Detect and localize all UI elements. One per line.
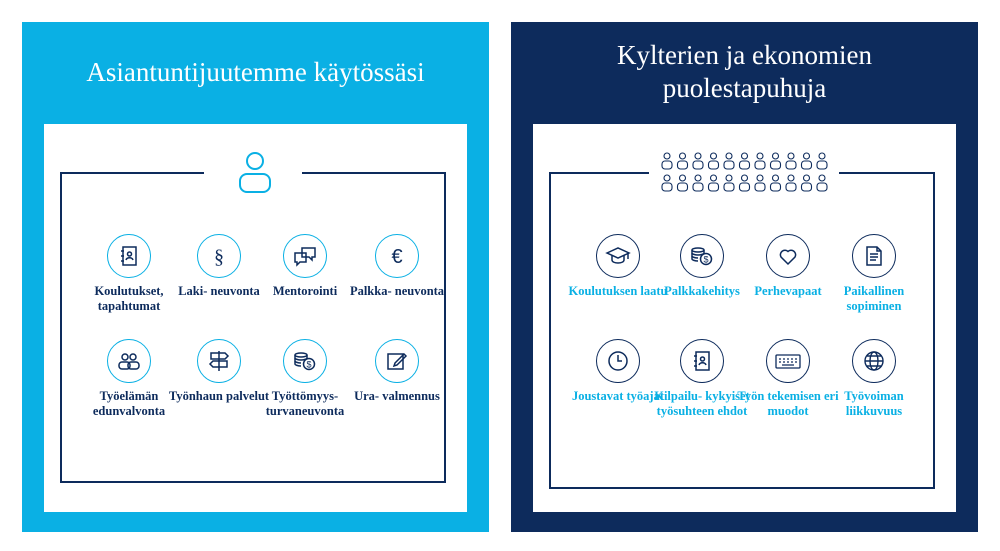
- address-book-icon: [680, 339, 724, 383]
- left-inner-box: [44, 124, 467, 512]
- frame-line: [549, 172, 551, 488]
- frame-line: [549, 487, 935, 489]
- section-sign-icon: [197, 234, 241, 278]
- document-icon: [852, 234, 896, 278]
- item-label: Työelämän edunvalvonta: [92, 389, 166, 418]
- item-label: Mentorointi: [272, 284, 338, 298]
- item-label: Työttömyys- turvaneuvonta: [265, 389, 345, 418]
- left-panel: [22, 22, 489, 532]
- right-item: [819, 234, 929, 314]
- clock-icon: [596, 339, 640, 383]
- people-icon: [107, 339, 151, 383]
- graduation-cap-icon: [596, 234, 640, 278]
- item-label: Työnhaun palvelut: [168, 389, 270, 403]
- item-label: Koulutuksen laatu: [568, 284, 668, 298]
- coins-icon: [283, 339, 327, 383]
- item-label: Laki- neuvonta: [178, 284, 260, 298]
- item-label: Joustavat työajat: [571, 389, 664, 403]
- item-label: Paikallinen sopiminen: [843, 284, 905, 313]
- item-label: Työn tekemisen eri muodot: [737, 389, 839, 418]
- right-panel: [511, 22, 978, 532]
- item-label: Ura- valmennus: [354, 389, 440, 403]
- svg-text:€: €: [391, 246, 403, 268]
- chat-bubbles-icon: [283, 234, 327, 278]
- edit-icon: [375, 339, 419, 383]
- item-label: Kilpailu- kykyiset työsuhteen ehdot: [654, 389, 750, 418]
- item-label: Palkka- neuvonta: [349, 284, 445, 298]
- right-item: [819, 339, 929, 419]
- frame-line: [444, 172, 446, 482]
- item-label: Palkkakehitys: [664, 284, 740, 298]
- item-label: Koulutukset, tapahtumat: [94, 284, 164, 313]
- frame-line: [60, 172, 204, 174]
- coins-icon: [680, 234, 724, 278]
- item-label: Perhevapaat: [754, 284, 822, 298]
- svg-text:§: §: [214, 246, 224, 268]
- left-item: [342, 339, 452, 404]
- address-book-icon: [107, 234, 151, 278]
- frame-line: [839, 172, 935, 174]
- frame-line: [302, 172, 446, 174]
- right-inner-box: [533, 124, 956, 512]
- frame-line: [549, 172, 649, 174]
- frame-line: [60, 172, 62, 482]
- signpost-icon: [197, 339, 241, 383]
- frame-line: [60, 481, 446, 483]
- left-panel-title: Asiantuntijuutemme käytössäsi: [86, 56, 425, 87]
- heart-icon: [766, 234, 810, 278]
- svg-text:$: $: [306, 359, 312, 370]
- euro-icon: [375, 234, 419, 278]
- frame-line: [933, 172, 935, 488]
- keyboard-icon: [766, 339, 810, 383]
- globe-icon: [852, 339, 896, 383]
- item-label: Työvoiman liikkuvuus: [844, 389, 904, 418]
- crowd-icon: [659, 150, 829, 194]
- person-icon: [237, 150, 273, 194]
- right-panel-title: Kylterien ja ekonomien puolestapuhuja: [617, 40, 872, 103]
- svg-text:$: $: [703, 254, 709, 265]
- left-item: [342, 234, 452, 299]
